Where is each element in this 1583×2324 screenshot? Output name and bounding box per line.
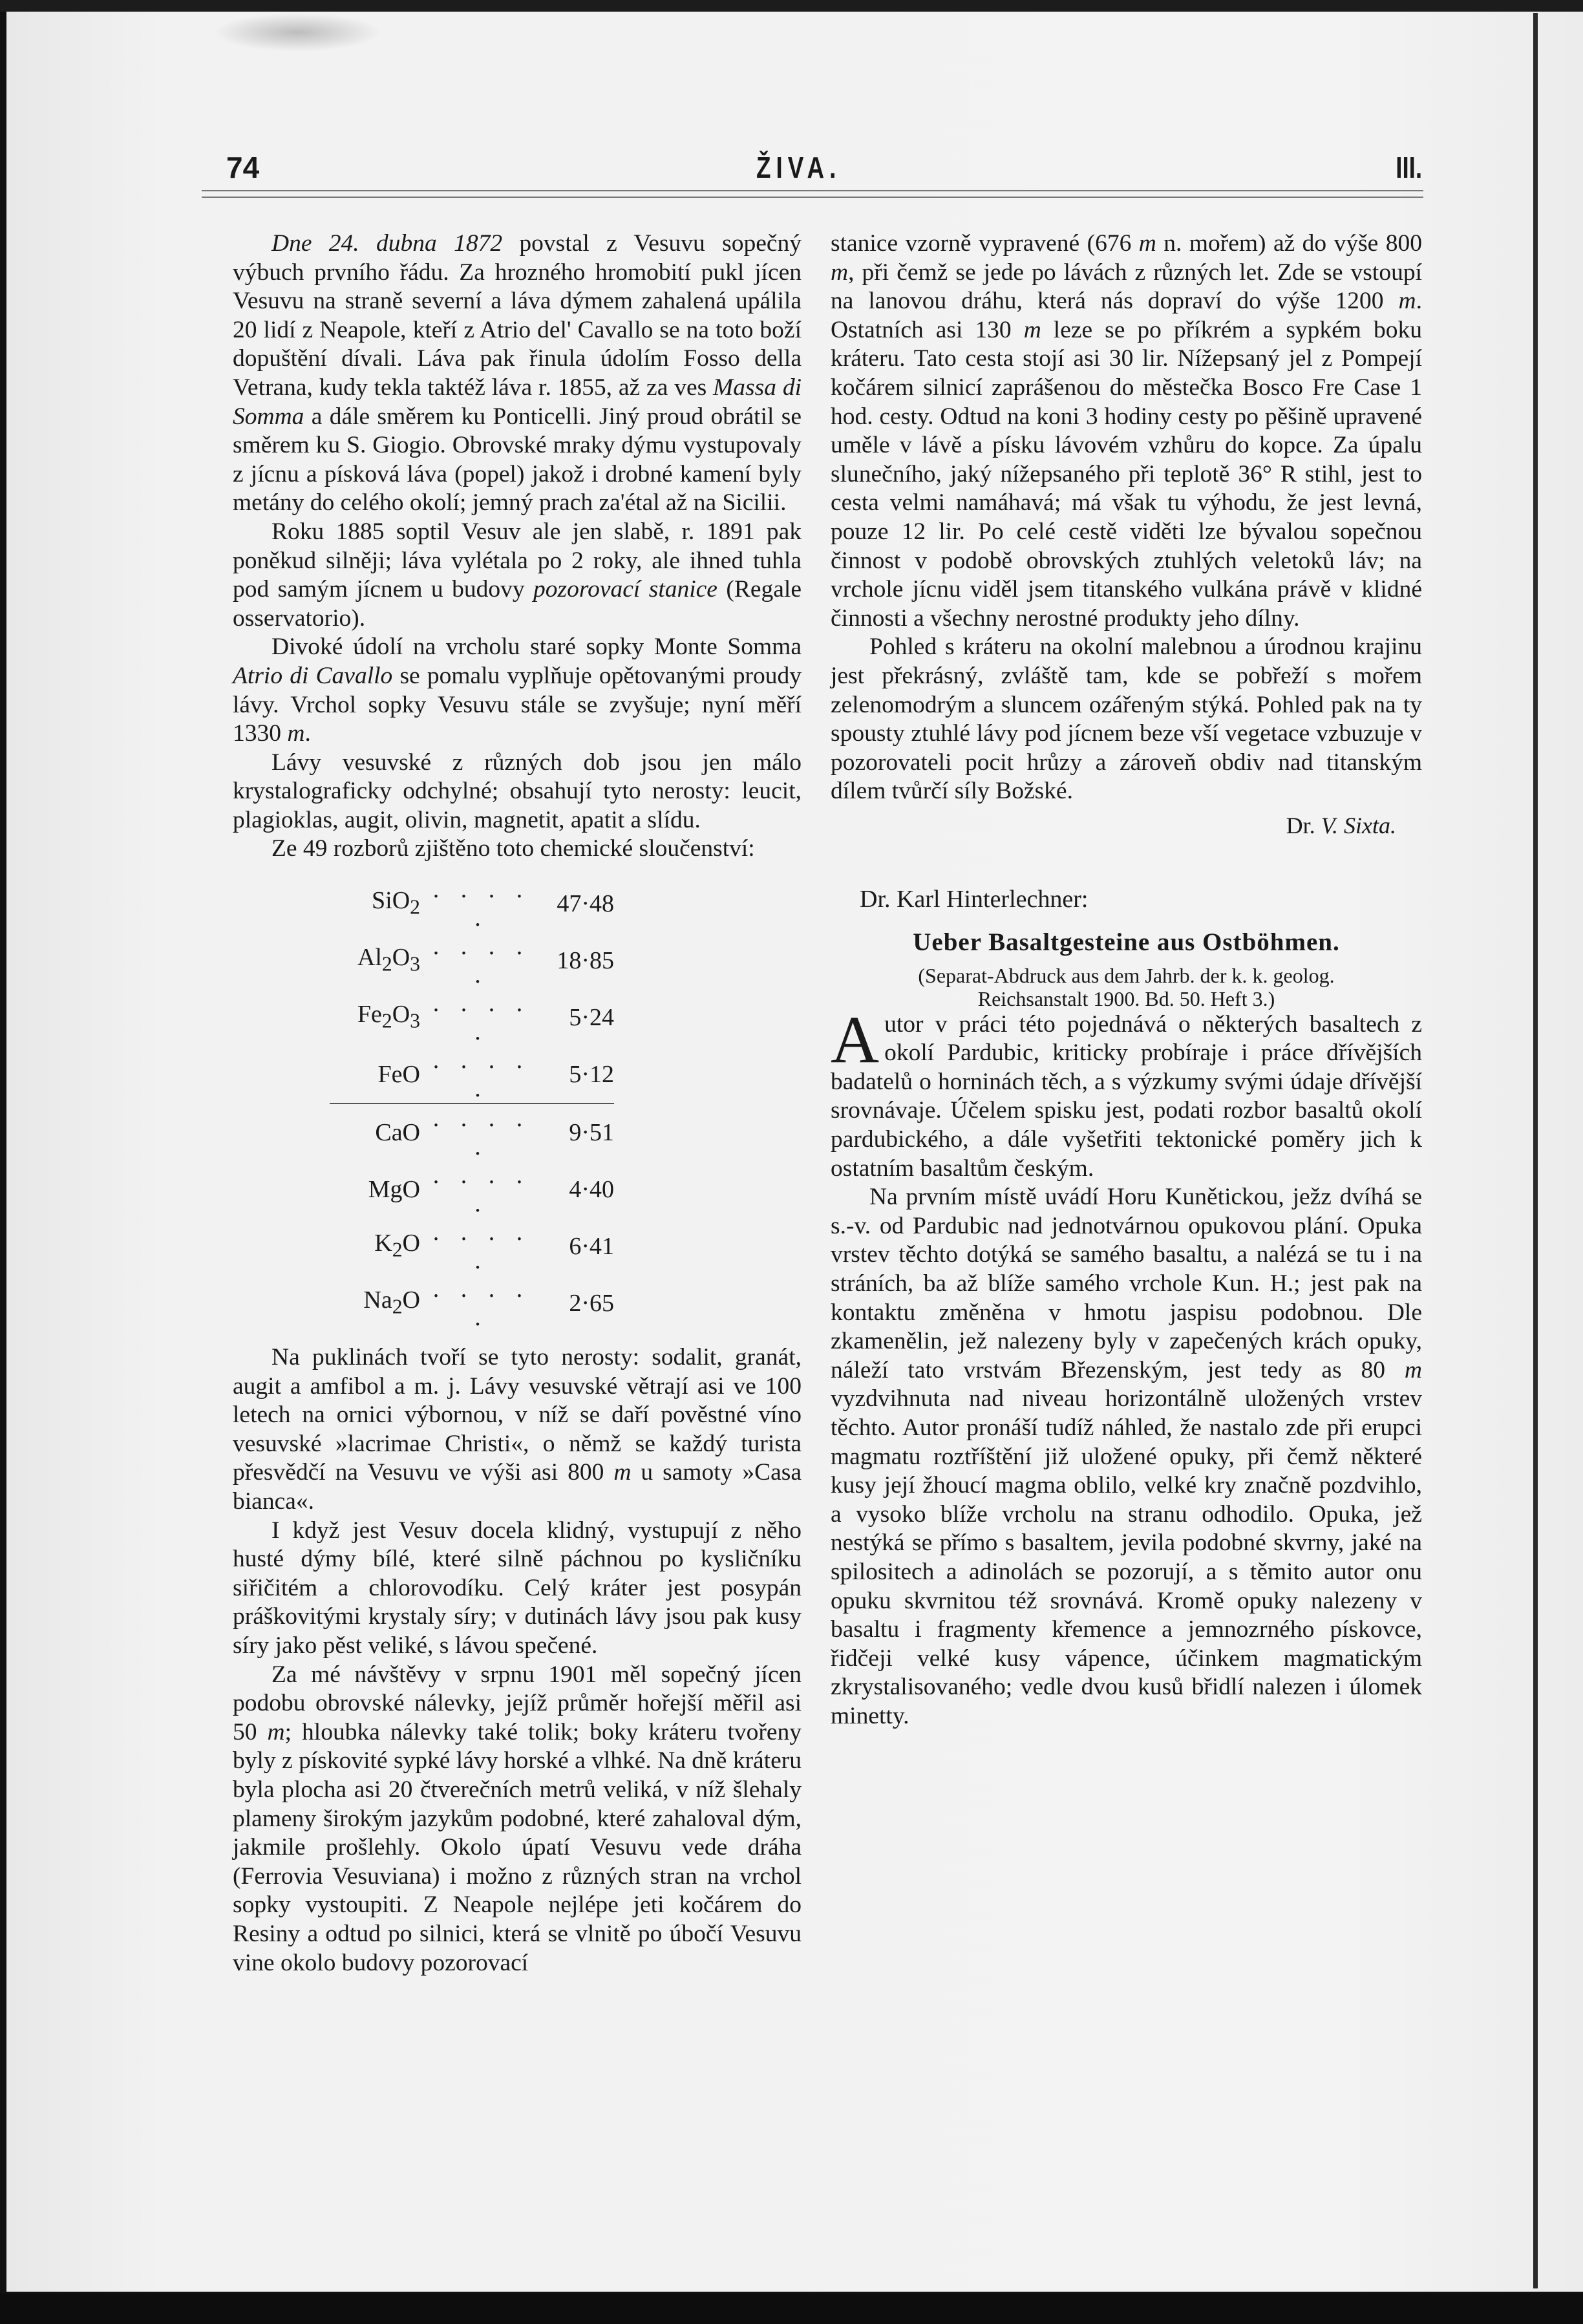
paragraph	[831, 1002, 1422, 1184]
paragraph	[233, 1661, 802, 1978]
compound-percentage: 18·85	[557, 947, 614, 975]
paragraph	[831, 229, 1422, 633]
text-run: . Ostatních asi 130	[831, 288, 1422, 343]
compound-percentage: 2·65	[569, 1290, 614, 1317]
paragraph: I když jest Vesuv docela klidný, vystupují z něho husté dýmy bílé, které silně páchnou po kysličníku siřičitém a chlorovodíku. Celý kráter jest posypán práškovitými krystaly síry; v dutinách lávy jsou pak kusy síry jako pěst veliké, s lávou spečené.	[233, 1517, 802, 1659]
paragraph	[233, 518, 802, 633]
leader-dots: . . . . .	[420, 1046, 543, 1103]
review-source-line: (Separat-Abdruck aus dem Jahrb. der k. k. geolog.	[918, 963, 1335, 987]
paragraph	[831, 1183, 1422, 1731]
drop-cap: A	[831, 1002, 880, 1077]
leader-dots: . . . . .	[432, 1275, 531, 1332]
table-row	[330, 1046, 614, 1103]
leader-dots: . . . . .	[432, 876, 531, 932]
text-run: Za mé návštěvy v srpnu 1901 měl sopečný jícen podobu obrovské nálevky, jejíž průměr hořejší měřil asi 50	[233, 1661, 802, 1745]
text-run: se pomalu vyplňuje opětovanými proudy lávy. Vrchol sopky Vesuvu stále se zvyšuje; nyní měří 1330	[233, 662, 802, 747]
compound-percentage: 47·48	[557, 890, 614, 918]
table-row	[330, 1103, 614, 1161]
table-row	[330, 1275, 614, 1332]
journal-title: ŽIVA.	[756, 151, 842, 184]
scan-smudge	[213, 13, 381, 52]
left-column	[233, 229, 802, 1978]
paragraph: Lávy vesuvské z různých dob jsou jen málo krystalograficky odchylné; obsahují tyto nerosty: leucit, plagioklas, augit, olivin, magnetit, apatit a slídu.	[233, 749, 802, 833]
text-run: Divoké údolí na vrcholu staré sopky Monte Somma	[271, 634, 802, 661]
table-row	[330, 1218, 614, 1275]
compound-percentage: 6·41	[569, 1233, 614, 1261]
paragraph	[233, 633, 802, 748]
paragraph	[233, 1343, 802, 1517]
text-run: Na puklinách tvoří se tyto nerosty: sodalit, granát, augit a amfibol a m. j. Lávy vesuvské větrají asi ve 100 letech na ornici výbornou, v níž se daří pověstné víno vesuvské »lacrimae Christi«, o němž se každý turista přesvědčí na Vesuvu ve výši asi 800	[233, 1344, 802, 1486]
italic-text: m	[287, 720, 305, 747]
text-run: u samoty »Casa bianca«.	[233, 1459, 802, 1515]
leader-dots: . . . . .	[432, 1162, 531, 1218]
italic-text: m	[267, 1718, 285, 1745]
review-source-line: Reichsanstalt 1900. Bd. 50. Heft 3.)	[977, 986, 1275, 1010]
italic-text: pozorovací stanice	[533, 576, 717, 603]
italic-text: m	[1023, 316, 1041, 343]
text-run: n. mořem) až do výše 800	[1156, 230, 1422, 257]
review-author: Dr. Karl Hinterlechner:	[860, 886, 1089, 913]
article-signature	[831, 811, 1422, 840]
leader-dots: . . . . .	[432, 1219, 531, 1275]
text-run: (Regale osservatorio).	[233, 576, 802, 632]
table-row	[330, 875, 614, 932]
italic-text: Massa di Somma	[233, 374, 802, 430]
leader-dots: . . . . .	[432, 990, 531, 1046]
compound-formula: SiO$_2$	[372, 886, 420, 919]
italic-text: m	[613, 1459, 632, 1486]
compound-formula: $Al_2O_3$	[357, 943, 420, 975]
italic-text: m	[1404, 1356, 1422, 1383]
text-run: leze se po příkrém a sypkém boku kráteru. Tato cesta stojí asi 30 lir. Nížepsaný jel z Pompejí kočárem silnicí zaprášenou do městečka Bosco Fre Case 1 hod. cesty. Odtud na koni 3 hodiny cesty po pěšině upravené uměle v lávě a písku lávovém vzhůru do kopce. Za úpalu slunečního, jaký nížepsaného při teplotě 36° R stihl, jest to cesta velmi namáhavá; má však tu výhodu, že jest levná, pouze 12 lir. Po celé cestě viděti lze bývalou sopečnou činnost v podobě obrovských ztuhlých veletoků láv; na vrchole jícnu viděl jsem titanského vulkána právě v klidné činnosti a všechny nerostné produkty jeho dílny.	[831, 316, 1422, 632]
italic-text: Dne 24. dubna 1872	[271, 230, 503, 257]
paragraph	[233, 229, 802, 518]
compound-formula: $Na_2O$	[363, 1286, 420, 1318]
text-run: ; hloubka nálevky také tolik; boky kráteru tvořeny byly z pískovité sypké lávy horské a vlhké. Na dně kráteru byla plocha asi 20 čtverečních metrů veliká, v níž šlehaly plameny širokým jazykům podobné, které zahaloval dým, jakmile prošlehly. Okolo úpatí Vesuvu vede dráha (Ferrovia Vesuviana) i možno z různých stran na vrchol sopky vystoupiti. Z Neapole nejlépe jeti kočárem do Resiny a odtud po silnici, která se vlnitě po úbočí Vesuvu vine okolo budovy pozorovací	[233, 1718, 802, 1976]
paragraph: Ze 49 rozborů zjištěno toto chemické sloučenství:	[271, 835, 755, 862]
italic-text: Atrio di Cavallo	[233, 662, 393, 689]
signature-name: V. Sixta.	[1321, 812, 1396, 838]
table-row	[330, 932, 614, 989]
text-run: a dále směrem ku Ponticelli. Jiný proud obrátil se směrem ku S. Giogio. Obrovské mraky dýmu vystupovaly z jícnu a písková láva (popel) jakož i drobné kamení byly metány do celého okolí; jemný prach za'étal až na Sicilii.	[233, 403, 802, 517]
text-run: Roku 1885 soptil Vesuv ale jen slabě, r. 1891 pak poněkud silněji; láva vylétala po 2 roky, ale ihned tuhla pod samým jícnem u budovy	[233, 518, 802, 603]
table-row	[330, 1161, 614, 1218]
text-run: povstal z Vesuvu sopečný výbuch prvního řádu. Za hrozného hromobití pukl jícen Vesuvu na straně severní a láva dýmem zahalená upálila 20 lidí z Neapole, kteří z Atrio del' Cavallo se na toto boží dopuštění dívali. Láva pak řinula údolím Fosso della Vetrana, kudy tekla taktéž láva r. 1855, až za ves	[233, 230, 802, 401]
compound-formula: FeO	[330, 1046, 420, 1103]
paragraph-text: utor v práci této pojednává o některých basaltech z okolí Pardubic, kriticky probíraje i práce dřívějších badatelů o horninách těch, a s výzkumy svými údaje dřívější srovnávaje. Účelem spisku jest, podati rozbor basaltů okolí pardubického, a dále vyšetřiti tektonické poměry jich k ostatním basaltům českým.	[831, 1010, 1422, 1182]
right-column	[831, 229, 1422, 1731]
page-number: 74	[226, 151, 260, 184]
volume-number: III.	[1396, 151, 1422, 184]
compound-formula: $Fe_2O_3$	[357, 1000, 420, 1032]
paragraph: Pohled s kráteru na okolní malebnou a úrodnou krajinu jest překrásný, zvláště tam, kde se pobřeží s mořem zelenomodrým a sluncem ozářeným stýká. Pohled pak na ty spousty ztuhlé lávy pod jícnem beze vší vegetace vzbuzuje v pozorovateli pocit hrůzy a zároveň obdiv nad titanským dílem tvůrčí síly Božské.	[831, 634, 1422, 805]
signature-prefix: Dr.	[1286, 812, 1321, 838]
scan-border-top	[0, 0, 1583, 12]
leader-dots: . . . . .	[432, 933, 531, 989]
compound-percentage: 9·51	[569, 1119, 614, 1147]
review-source	[831, 964, 1422, 1010]
italic-text: m	[1398, 288, 1416, 315]
review-title: Ueber Basaltgesteine aus Ostböhmen.	[913, 928, 1340, 957]
text-run: , při čemž se jede po lávách z různých let. Zde se vstoupí na lanovou dráhu, která nás dopraví do výše 1200	[831, 259, 1422, 315]
compound-percentage: 5·12	[543, 1046, 614, 1103]
compound-formula: $K_2O$	[374, 1229, 420, 1261]
compound-formula: CaO	[375, 1119, 420, 1147]
compound-formula: MgO	[368, 1176, 420, 1204]
leader-dots: . . . . .	[432, 1105, 531, 1161]
running-header	[226, 150, 1422, 189]
compound-percentage: 5·24	[569, 1004, 614, 1032]
text-run: Na prvním místě uvádí Horu Kunětickou, ježz dvíhá se s.-v. od Pardubic nad jednotvárnou opukovou plání. Opuka vrstev těchto dotýká se samého basaltu, a nalézá se tu i na stráních, ba až blíže samého vrchole Kun. H.; jest pak na kontaktu změněna v hmotu jaspisu podobnou. Dle zkamenělin, jež nalezeny byly v zapečených krách opuky, náleží tato vrstvám Březenským, jest tedy as 80	[831, 1184, 1422, 1383]
header-double-rule	[202, 190, 1423, 198]
table-row	[330, 989, 614, 1046]
scan-page-edge	[1533, 13, 1538, 2288]
text-run: .	[304, 720, 311, 747]
scan-border-bottom	[0, 2294, 1583, 2324]
italic-text: m	[1138, 230, 1156, 257]
compound-percentage: 4·40	[569, 1176, 614, 1204]
italic-text: m	[831, 259, 849, 286]
text-run: vyzdvihnuta nad niveau horizontálně uložených vrstev těchto. Autor pronáší tudíž náhled, že nastalo zde při erupci magmatu roztříštění již uložené opuky, při čemž některé kusy její žhoucí magma oblilo, velké kry značně pozdvihlo, a vysoko blíže vrcholu na stranu odhodilo. Opuka, jež nestýká se přímo s basaltem, jevila podobné skvrny, jaké na spilositech a adinolách se pozorují, a s těmito autor onu opuku skvrnitou též srovnává. Kromě opuky nalezeny v basaltu i fragmenty křemence a jemnozrného pískovce, řidčeji velké kusy vápence, účinkem magmatickým zkrystalisovaného; vedle dvou kusů břidlí nalezen i úlomek minetty.	[831, 1385, 1422, 1729]
chemical-composition-table	[330, 875, 614, 1332]
text-run: stanice vzorně vypravené (676	[831, 230, 1139, 257]
